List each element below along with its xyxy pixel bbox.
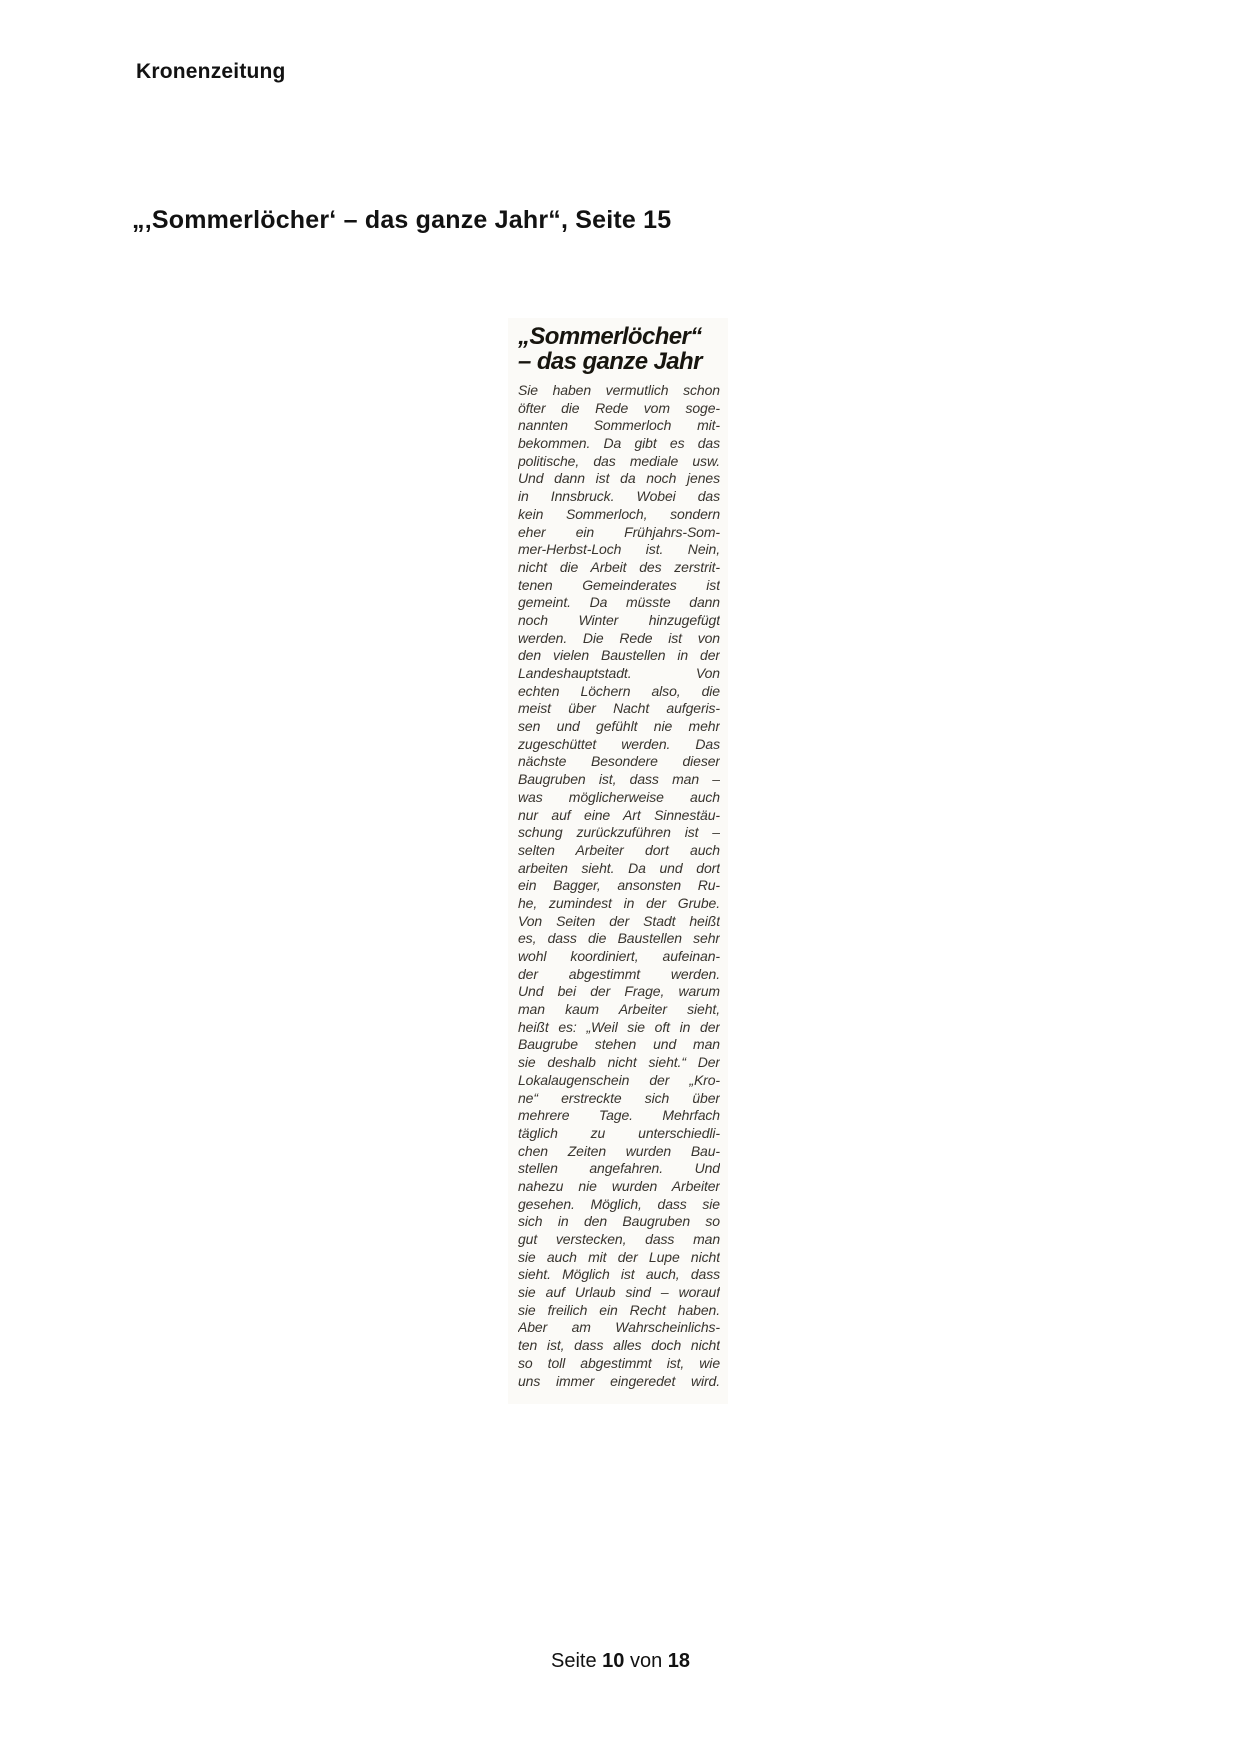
clipping-title-line-1: „Sommerlöcher“ xyxy=(518,323,702,350)
text-line: zugeschüttet werden. Das xyxy=(518,735,720,752)
newspaper-clipping xyxy=(508,318,728,1404)
text-line: politische, das mediale usw. xyxy=(518,452,720,469)
clipping-title-line-2: – das ganze Jahr xyxy=(518,348,702,375)
text-line: Lokalaugenschein der „Kro- xyxy=(518,1071,720,1088)
text-line: meist über Nacht aufgeris- xyxy=(518,700,720,717)
text-line: gut verstecken, dass man xyxy=(518,1231,720,1247)
text-line: he, zumindest in der Grube. xyxy=(518,894,720,911)
text-line: es, dass die Baustellen sehr xyxy=(518,930,720,947)
text-line: bekommen. Da gibt es das xyxy=(518,435,720,452)
text-line: kein Sommerloch, sondern xyxy=(518,505,720,522)
text-line: chen Zeiten wurden Bau- xyxy=(518,1142,720,1159)
text-line: nannten Sommerloch mit- xyxy=(518,417,720,434)
text-line: mehrere Tage. Mehrfach xyxy=(518,1107,720,1124)
text-line: sieht. Möglich ist auch, dass xyxy=(518,1266,720,1283)
text-line: täglich zu unterschiedli- xyxy=(518,1124,720,1141)
text-line: ten ist, dass alles doch nicht xyxy=(518,1337,720,1354)
text-line: Und bei der Frage, warum xyxy=(518,983,720,1000)
text-line: Von Seiten der Stadt heißt xyxy=(518,912,720,929)
text-line: uns immer eingeredet wird. xyxy=(518,1372,720,1389)
footer-total-pages: 18 xyxy=(667,1650,691,1672)
text-line: so toll abgestimmt ist, wie xyxy=(518,1354,720,1371)
text-line: schung zurückzuführen ist – xyxy=(518,824,720,841)
text-line: selten Arbeiter dort auch xyxy=(518,841,720,858)
text-line: stellen angefahren. Und xyxy=(518,1160,720,1177)
text-line: Baugruben ist, dass man – xyxy=(518,771,720,788)
text-line: sie freilich ein Recht haben. xyxy=(518,1301,720,1318)
text-line: öfter die Rede vom soge- xyxy=(518,399,720,416)
text-line: wohl koordiniert, aufeinan- xyxy=(518,948,720,964)
text-line: sie deshalb nicht sieht.“ Der xyxy=(518,1054,720,1071)
text-line: heißt es: „Weil sie oft in der xyxy=(518,1018,720,1035)
text-line: noch Winter hinzugefügt xyxy=(518,611,720,628)
clipping-body-text xyxy=(518,382,720,1390)
text-line: in Innsbruck. Wobei das xyxy=(518,488,720,505)
text-line: Und dann ist da noch jenes xyxy=(518,470,720,487)
text-line: nur auf eine Art Sinnestäu- xyxy=(518,806,720,823)
text-line: sie auf Urlaub sind – worauf xyxy=(518,1284,720,1301)
text-line: eher ein Frühjahrs-Som- xyxy=(518,523,720,540)
text-line: ein Bagger, ansonsten Ru- xyxy=(518,877,720,894)
text-line: den vielen Baustellen in der xyxy=(518,647,720,664)
text-line: mer-Herbst-Loch ist. Nein, xyxy=(518,541,720,558)
clipping-title xyxy=(518,324,720,374)
text-line: Aber am Wahrscheinlichs- xyxy=(518,1319,720,1336)
text-line: Baugrube stehen und man xyxy=(518,1036,720,1053)
text-line: was möglicherweise auch xyxy=(518,788,720,805)
source-label: Kronenzeitung xyxy=(136,60,286,83)
text-line: Landeshauptstadt. Von xyxy=(518,665,720,681)
text-line: Sie haben vermutlich schon xyxy=(518,382,720,398)
text-line: nahezu nie wurden Arbeiter xyxy=(518,1177,720,1194)
footer-prefix: Seite xyxy=(550,1650,597,1672)
text-line: der abgestimmt werden. xyxy=(518,965,720,982)
text-line: echten Löchern also, die xyxy=(518,682,720,699)
text-line: ne“ erstreckte sich über xyxy=(518,1089,720,1106)
text-line: sie auch mit der Lupe nicht xyxy=(518,1248,720,1265)
text-line: sich in den Baugruben so xyxy=(518,1213,720,1230)
footer-separator: von xyxy=(629,1650,663,1672)
page-footer xyxy=(0,1650,1241,1673)
footer-page-number: 10 xyxy=(602,1650,625,1672)
text-line: tenen Gemeinderates ist xyxy=(518,576,720,593)
text-line: gemeint. Da müsste dann xyxy=(518,594,720,611)
text-line: gesehen. Möglich, dass sie xyxy=(518,1195,720,1212)
text-line: werden. Die Rede ist von xyxy=(518,629,720,646)
article-heading: „‚Sommerlöcher‘ – das ganze Jahr“, Seite 15 xyxy=(132,206,672,234)
text-line: nächste Besondere dieser xyxy=(518,753,720,770)
text-line: man kaum Arbeiter sieht, xyxy=(518,1001,720,1018)
text-line: arbeiten sieht. Da und dort xyxy=(518,859,720,876)
text-line: nicht die Arbeit des zerstrit- xyxy=(518,558,720,575)
text-line: sen und gefühlt nie mehr xyxy=(518,718,720,735)
